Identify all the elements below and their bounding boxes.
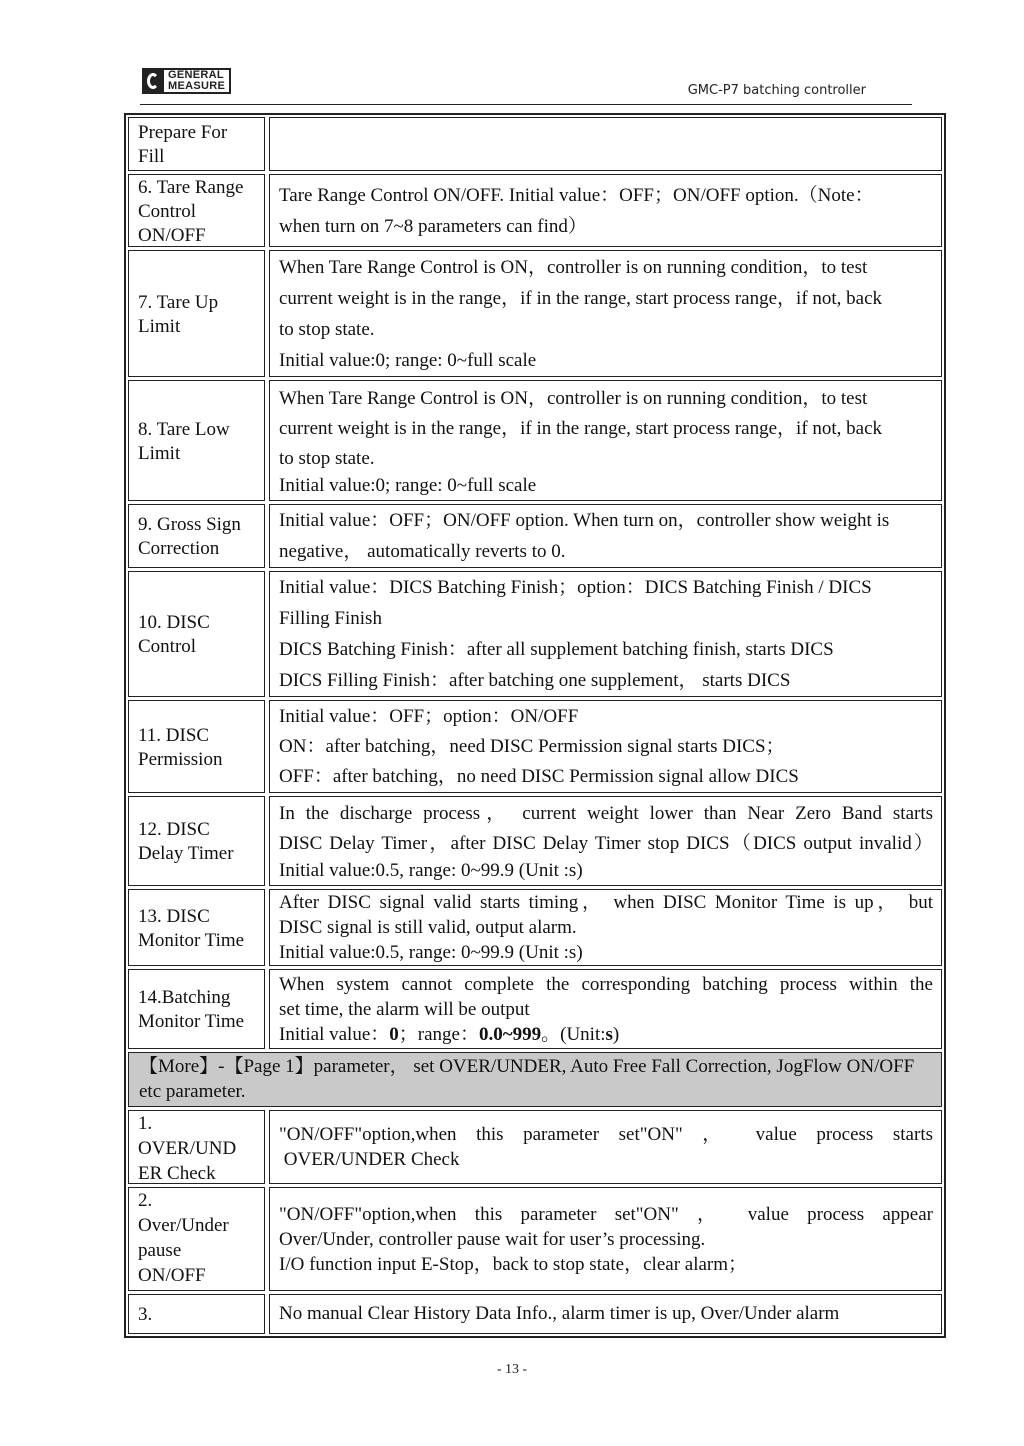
description-line: Initial value:0.5, range: 0~99.9 (Unit :s) — [279, 942, 583, 963]
param-label: 1. OVER/UND ER Check — [138, 1113, 237, 1184]
param-description-cell — [269, 889, 942, 966]
param-label-cell — [128, 969, 265, 1049]
description-line: Initial value：OFF；option：ON/OFF — [279, 705, 579, 727]
param-label: 12. DISC Delay Timer — [138, 819, 234, 864]
description-line: "ON/OFF"option,when this parameter set"ON" ， value process starts — [279, 1124, 933, 1145]
param-description-cell — [269, 117, 942, 171]
param-label-cell — [128, 174, 265, 247]
description-line: when turn on 7~8 parameters can find） — [279, 215, 587, 237]
param-description-cell — [269, 250, 942, 377]
table-row — [128, 796, 942, 886]
document-title: GMC-P7 batching controller — [687, 83, 866, 98]
param-label: 10. DISC Control — [138, 612, 210, 657]
param-description-cell — [269, 380, 942, 501]
param-label: 14.Batching Monitor Time — [138, 987, 245, 1032]
description-line: ON：after batching，need DISC Permission signal starts DICS； — [279, 735, 785, 757]
table-row — [128, 380, 942, 501]
description-line: OVER/UNDER Check — [279, 1149, 460, 1170]
param-label: 8. Tare Low Limit — [138, 418, 230, 464]
description-line: DICS Filling Finish：after batching one supplement， starts DICS — [279, 670, 791, 691]
param-label-cell — [128, 796, 265, 886]
table-row — [128, 504, 942, 568]
param-label-cell — [128, 889, 265, 966]
unit-value: s — [605, 1023, 613, 1045]
parameter-table — [124, 113, 946, 1338]
param-description-cell — [269, 796, 942, 886]
param-label: 6. Tare Range Control ON/OFF — [138, 176, 244, 246]
description-line: Initial value:0; range: 0~full scale — [279, 474, 537, 496]
param-label: Prepare For Fill — [138, 122, 228, 167]
param-label-cell — [128, 117, 265, 171]
table-row — [128, 1187, 942, 1291]
description-line: When system cannot complete the corresponding batching process within the — [279, 973, 933, 995]
table-row — [128, 1110, 942, 1184]
param-label-cell — [128, 1110, 265, 1184]
logo-line-1: GENERAL — [168, 69, 224, 81]
logo-emblem-icon — [142, 68, 164, 94]
description-line: current weight is in the range，if in the range, start process range，if not, back — [279, 287, 883, 309]
page-header — [140, 68, 912, 105]
param-label-cell — [128, 571, 265, 697]
param-description-cell — [269, 571, 942, 697]
param-description-cell — [269, 504, 942, 568]
range-value: 0.0~999 — [478, 1023, 542, 1045]
table-row — [128, 1294, 942, 1334]
param-label: 7. Tare Up Limit — [138, 291, 219, 337]
description-line: DICS Batching Finish：after all supplement batching finish, starts DICS — [279, 639, 834, 660]
param-label: 11. DISC Permission — [138, 724, 223, 770]
description-line: When Tare Range Control is ON，controller is on running condition，to test — [279, 387, 868, 409]
param-label-cell — [128, 1187, 265, 1291]
company-logo — [142, 68, 231, 94]
description-line: negative， automatically reverts to 0. — [279, 541, 566, 562]
param-description-cell — [269, 174, 942, 247]
param-label: 13. DISC Monitor Time — [138, 905, 245, 951]
description-line: set time, the alarm will be output — [279, 998, 530, 1020]
description-line: No manual Clear History Data Info., alarm timer is up, Over/Under alarm — [279, 1303, 840, 1324]
description-line: Initial value:0.5, range: 0~99.9 (Unit :s) — [279, 860, 583, 881]
description-line: When Tare Range Control is ON，controller is on running condition，to test — [279, 256, 868, 278]
table-row — [128, 250, 942, 377]
initial-value-line: Initial value：0；range：0.0~999。(Unit:s) — [279, 1023, 620, 1045]
description-line: In the discharge process， current weight lower than Near Zero Band starts — [279, 803, 933, 824]
description-line: to stop state. — [279, 318, 375, 340]
table-row — [128, 889, 942, 966]
description-line: I/O function input E-Stop，back to stop state，clear alarm； — [279, 1253, 748, 1275]
param-label-cell — [128, 700, 265, 793]
param-description-cell — [269, 700, 942, 793]
table-row — [128, 174, 942, 247]
description-line: current weight is in the range，if in the range, start process range，if not, back — [279, 417, 883, 439]
logo-line-2: MEASURE — [168, 80, 226, 92]
table-row — [128, 117, 942, 171]
description-line: "ON/OFF"option,when this parameter set"ON" ， value process appear — [279, 1203, 933, 1225]
param-description-cell — [269, 969, 942, 1049]
page-number: - 13 - — [496, 1362, 528, 1377]
param-label-cell — [128, 1294, 265, 1334]
param-description-cell — [269, 1187, 942, 1291]
section-header-row — [128, 1052, 942, 1107]
description-line: to stop state. — [279, 447, 375, 469]
description-line: Tare Range Control ON/OFF. Initial value：OFF；ON/OFF option.（Note： — [279, 184, 874, 206]
description-line: DISC Delay Timer，after DISC Delay Timer stop DICS（DICS output invalid） — [279, 833, 933, 854]
param-label-cell — [128, 250, 265, 377]
table-row — [128, 969, 942, 1049]
param-label-cell — [128, 380, 265, 501]
description-line: Initial value：OFF；ON/OFF option. When turn on，controller show weight is — [279, 510, 890, 531]
param-label: 2. Over/Under pause ON/OFF — [138, 1190, 229, 1286]
description-line: Filling Finish — [279, 608, 382, 629]
table-row — [128, 700, 942, 793]
param-label: 9. Gross Sign Correction — [138, 514, 241, 559]
section-header-text: 【More】-【Page 1】parameter， set OVER/UNDER, Auto Free Fall Correction, JogFlow ON/OFF etc parameter. — [128, 1052, 942, 1107]
param-description-cell — [269, 1294, 942, 1334]
description-line: Over/Under, controller pause wait for user’s processing. — [279, 1228, 706, 1250]
description-line: Initial value：DICS Batching Finish；option：DICS Batching Finish / DICS — [279, 577, 872, 598]
param-label-cell — [128, 504, 265, 568]
description-line: After DISC signal valid starts timing， when DISC Monitor Time is up， but — [279, 892, 933, 913]
table-row — [128, 571, 942, 697]
param-label: 3. — [138, 1304, 153, 1325]
param-description-cell — [269, 1110, 942, 1184]
description-line: DISC signal is still valid, output alarm. — [279, 917, 577, 938]
initial-value: 0 — [389, 1023, 399, 1045]
description-line: Initial value:0; range: 0~full scale — [279, 349, 537, 371]
description-line: OFF：after batching，no need DISC Permission signal allow DICS — [279, 765, 799, 787]
